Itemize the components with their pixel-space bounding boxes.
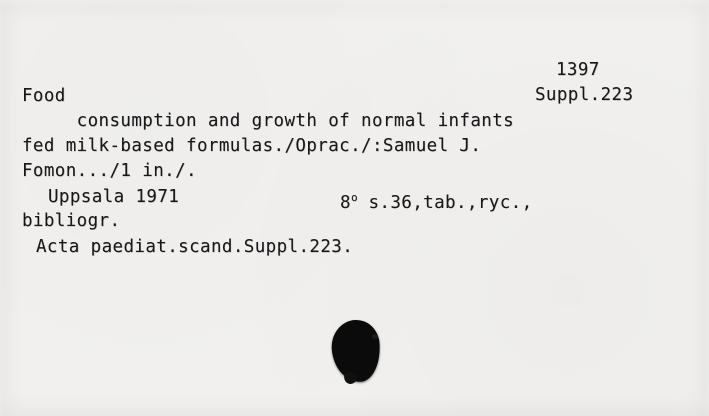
title-line: fed milk-based formulas./Oprac./:Samuel J. — [22, 136, 482, 156]
ink-speck — [372, 334, 378, 339]
imprint-collation — [340, 185, 533, 216]
imprint-place-year: Uppsala 1971 — [48, 187, 180, 207]
call-number: 1397 — [556, 60, 600, 80]
supplement-number: Suppl.223 — [535, 85, 634, 105]
subject-heading: Food — [22, 86, 66, 106]
format-size-exponent: o — [350, 191, 358, 204]
ink-blob-tail — [343, 371, 357, 384]
title-line: consumption and growth of normal infants — [22, 111, 515, 131]
collation-text: s.36,tab.,ryc., — [357, 192, 533, 213]
collation-continued: bibliogr. — [22, 211, 121, 231]
series-note: Acta paediat.scand.Suppl.223. — [36, 237, 354, 257]
title-line: Fomon.../1 in./. — [22, 161, 197, 181]
format-size: 8 — [340, 192, 351, 213]
